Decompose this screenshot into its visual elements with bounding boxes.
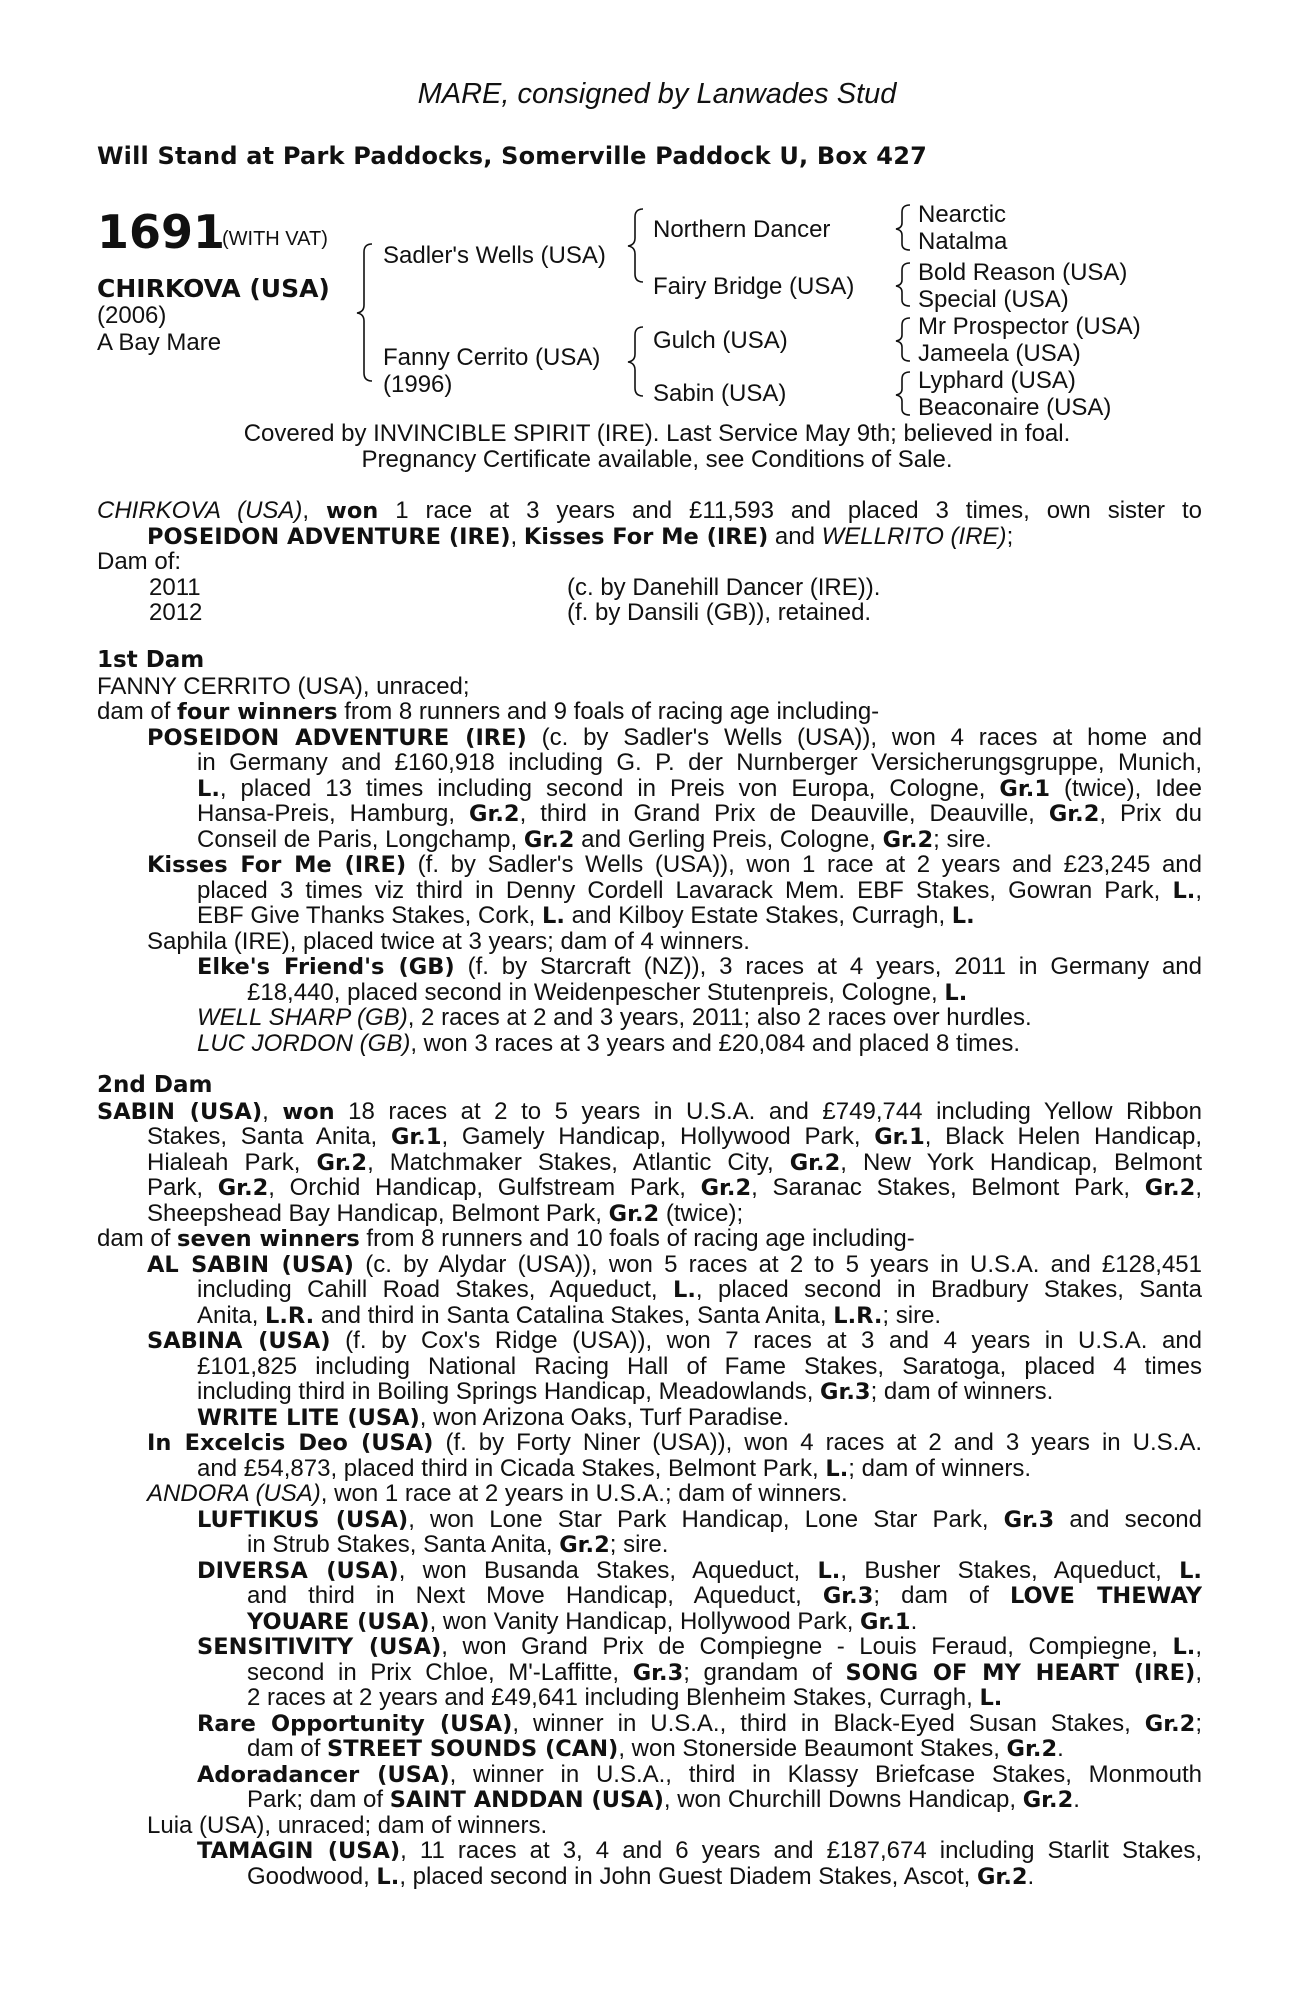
pedigree-dss: Mr Prospector (USA) <box>918 313 1141 340</box>
progeny-line: Goodwood, L., placed second in John Guest Diadem Stakes, Ascot, Gr.2. <box>247 1862 1035 1890</box>
horse-name: CHIRKOVA (USA) <box>97 274 330 303</box>
pedigree-sire: Sadler's Wells (USA) <box>383 242 606 269</box>
covering-note: Covered by INVINCIBLE SPIRIT (IRE). Last Service May 9th; believed in foal. <box>243 420 1071 447</box>
pedigree-dsd: Jameela (USA) <box>918 340 1081 367</box>
progeny-line: Anita, L.R. and third in Santa Catalina Stakes, Santa Anita, L.R.; sire. <box>197 1301 942 1329</box>
dam-of-label: Dam of: <box>97 548 182 575</box>
dam-line: Stakes, Santa Anita, Gr.1, Gamely Handicap, Hollywood Park, Gr.1, Black Helen Handicap, <box>147 1124 1202 1150</box>
progeny-line: EBF Give Thanks Stakes, Cork, L. and Kilboy Estate Stakes, Curragh, L. <box>197 902 975 929</box>
pedigree-sire-dam: Fairy Bridge (USA) <box>653 273 855 300</box>
progeny-line: £18,440, placed second in Weidenpescher Stutenpreis, Cologne, L. <box>247 978 968 1006</box>
progeny-line: TAMAGIN (USA), 11 races at 3, 4 and 6 years and £187,674 including Starlit Stakes, <box>197 1838 1202 1864</box>
pedigree-brackets <box>0 0 1314 420</box>
progeny-line: Elke's Friend's (GB) (f. by Starcraft (NZ)), 3 races at 4 years, 2011 in Germany and <box>197 954 1202 980</box>
progeny-line: second in Prix Chloe, M'-Laffitte, Gr.3; grandam of SONG OF MY HEART (IRE), <box>247 1659 1202 1685</box>
pedigree-ssd: Natalma <box>918 228 1008 255</box>
second-dam-section <box>97 1073 1202 1889</box>
pedigree-sdd: Special (USA) <box>918 286 1069 313</box>
intro-line: CHIRKOVA (USA), won 1 race at 3 years and £11,593 and placed 3 times, own sister to <box>97 498 1202 524</box>
stand-location: Will Stand at Park Paddocks, Somerville Paddock U, Box 427 <box>97 142 927 170</box>
first-dam-section <box>97 648 1202 1056</box>
dam-line: Park, Gr.2, Orchid Handicap, Gulfstream Park, Gr.2, Saranac Stakes, Belmont Park, Gr.2, <box>147 1175 1202 1201</box>
progeny-line: In Excelcis Deo (USA) (f. by Forty Niner (USA)), won 4 races at 2 and 3 years in U.S.A. <box>147 1430 1202 1456</box>
progeny-line: dam of STREET SOUNDS (CAN), won Stonerside Beaumont Stakes, Gr.2. <box>247 1735 1064 1762</box>
foal-row: 2012 (f. by Dansili (GB)), retained. <box>149 599 872 626</box>
horse-description: A Bay Mare <box>97 329 222 356</box>
progeny-line: LUC JORDON (GB), won 3 races at 3 years and £20,084 and placed 8 times. <box>197 1029 1021 1057</box>
pedigree-dam-dam: Sabin (USA) <box>653 380 787 407</box>
progeny-line: AL SABIN (USA) (c. by Alydar (USA)), won 5 races at 2 to 5 years in U.S.A. and £128,451 <box>147 1251 1202 1277</box>
progeny-line: DIVERSA (USA), won Busanda Stakes, Aqueduct, L., Busher Stakes, Aqueduct, L. <box>197 1557 1202 1583</box>
pedigree-dam-sire: Gulch (USA) <box>653 327 788 354</box>
progeny-line: Park; dam of SAINT ANDDAN (USA), won Churchill Downs Handicap, Gr.2. <box>247 1786 1080 1813</box>
intro-section <box>97 498 1202 626</box>
progeny-line: POSEIDON ADVENTURE (IRE) (c. by Sadler's Wells (USA)), won 4 races at home and <box>147 724 1202 750</box>
progeny-line: and £54,873, placed third in Cicada Stakes, Belmont Park, L.; dam of winners. <box>197 1454 1032 1482</box>
progeny-line: LUFTIKUS (USA), won Lone Star Park Handicap, Lone Star Park, Gr.3 and second <box>197 1506 1202 1532</box>
pedigree-sire-sire: Northern Dancer <box>653 216 831 243</box>
progeny-line: Rare Opportunity (USA), winner in U.S.A., third in Black-Eyed Susan Stakes, Gr.2; <box>197 1710 1202 1736</box>
vat-note: (WITH VAT) <box>222 228 328 250</box>
progeny-line: in Germany and £160,918 including G. P. der Nurnberger Versicherungsgruppe, Munich, <box>197 750 1202 776</box>
dam-line: Hialeah Park, Gr.2, Matchmaker Stakes, Atlantic City, Gr.2, New York Handicap, Belmont <box>147 1149 1202 1175</box>
progeny-line: YOUARE (USA), won Vanity Handicap, Hollywood Park, Gr.1. <box>247 1607 918 1635</box>
intro-line: POSEIDON ADVENTURE (IRE), Kisses For Me (IRE) and WELLRITO (IRE); <box>147 522 1014 550</box>
dam-line: dam of four winners from 8 runners and 9 foals of racing age including- <box>97 698 880 725</box>
dam-line: Sheepshead Bay Handicap, Belmont Park, Gr.2 (twice); <box>147 1199 744 1227</box>
progeny-line: ANDORA (USA), won 1 race at 2 years in U.S.A.; dam of winners. <box>147 1480 848 1507</box>
pedigree-dam-year: (1996) <box>383 371 453 398</box>
pedigree-dam: Fanny Cerrito (USA) <box>383 344 601 371</box>
progeny-line: Luia (USA), unraced; dam of winners. <box>147 1811 548 1839</box>
foal-row: 2011 (c. by Danehill Dancer (IRE)). <box>149 573 881 601</box>
dam-line: dam of seven winners from 8 runners and 10 foals of racing age including- <box>97 1225 915 1252</box>
progeny-line: L., placed 13 times including second in Preis von Europa, Cologne, Gr.1 (twice), Idee <box>197 775 1202 801</box>
progeny-line: WRITE LITE (USA), won Arizona Oaks, Turf Paradise. <box>197 1403 790 1431</box>
progeny-line: Saphila (IRE), placed twice at 3 years; dam of 4 winners. <box>147 927 750 955</box>
progeny-line: WELL SHARP (GB), 2 races at 2 and 3 years, 2011; also 2 races over hurdles. <box>197 1004 1032 1031</box>
dam-line: SABIN (USA), won 18 races at 2 to 5 years in U.S.A. and £749,744 including Yellow Ribbon <box>97 1098 1202 1124</box>
horse-year: (2006) <box>97 302 167 329</box>
dam-line: FANNY CERRITO (USA), unraced; <box>97 672 470 700</box>
progeny-line: SABINA (USA) (f. by Cox's Ridge (USA)), won 7 races at 3 and 4 years in U.S.A. and <box>147 1328 1202 1354</box>
progeny-line: Hansa-Preis, Hamburg, Gr.2, third in Grand Prix de Deauville, Deauville, Gr.2, Prix du <box>197 801 1202 827</box>
progeny-line: SENSITIVITY (USA), won Grand Prix de Compiegne - Louis Feraud, Compiegne, L., <box>197 1634 1202 1660</box>
consignor-title: MARE, consigned by Lanwades Stud <box>417 78 897 110</box>
section-heading: 2nd Dam <box>97 1072 213 1098</box>
pedigree-ddd: Beaconaire (USA) <box>918 394 1112 421</box>
pregnancy-note: Pregnancy Certificate available, see Conditions of Sale. <box>361 446 953 473</box>
progeny-line: including Cahill Road Stakes, Aqueduct, L., placed second in Bradbury Stakes, Santa <box>197 1277 1202 1303</box>
progeny-line: including third in Boiling Springs Handicap, Meadowlands, Gr.3; dam of winners. <box>197 1378 1054 1405</box>
progeny-line: Adoradancer (USA), winner in U.S.A., third in Klassy Briefcase Stakes, Monmouth <box>197 1761 1202 1787</box>
section-heading: 1st Dam <box>97 647 205 673</box>
progeny-line: Kisses For Me (IRE) (f. by Sadler's Wells (USA)), won 1 race at 2 years and £23,245 and <box>147 852 1202 878</box>
progeny-line: and third in Next Move Handicap, Aqueduct, Gr.3; dam of LOVE THEWAY <box>247 1583 1202 1609</box>
pedigree-sds: Bold Reason (USA) <box>918 259 1128 286</box>
progeny-line: 2 races at 2 years and £49,641 including Blenheim Stakes, Curragh, L. <box>247 1684 1003 1711</box>
lot-number: 1691 <box>97 205 226 259</box>
progeny-line: Conseil de Paris, Longchamp, Gr.2 and Gerling Preis, Cologne, Gr.2; sire. <box>197 825 992 853</box>
progeny-line: placed 3 times viz third in Denny Cordell Lavarack Mem. EBF Stakes, Gowran Park, L., <box>197 877 1202 903</box>
progeny-line: £101,825 including National Racing Hall of Fame Stakes, Saratoga, placed 4 times <box>197 1353 1202 1379</box>
progeny-line: in Strub Stakes, Santa Anita, Gr.2; sire. <box>247 1531 669 1558</box>
pedigree-dds: Lyphard (USA) <box>918 367 1076 394</box>
pedigree-sss: Nearctic <box>918 201 1007 228</box>
